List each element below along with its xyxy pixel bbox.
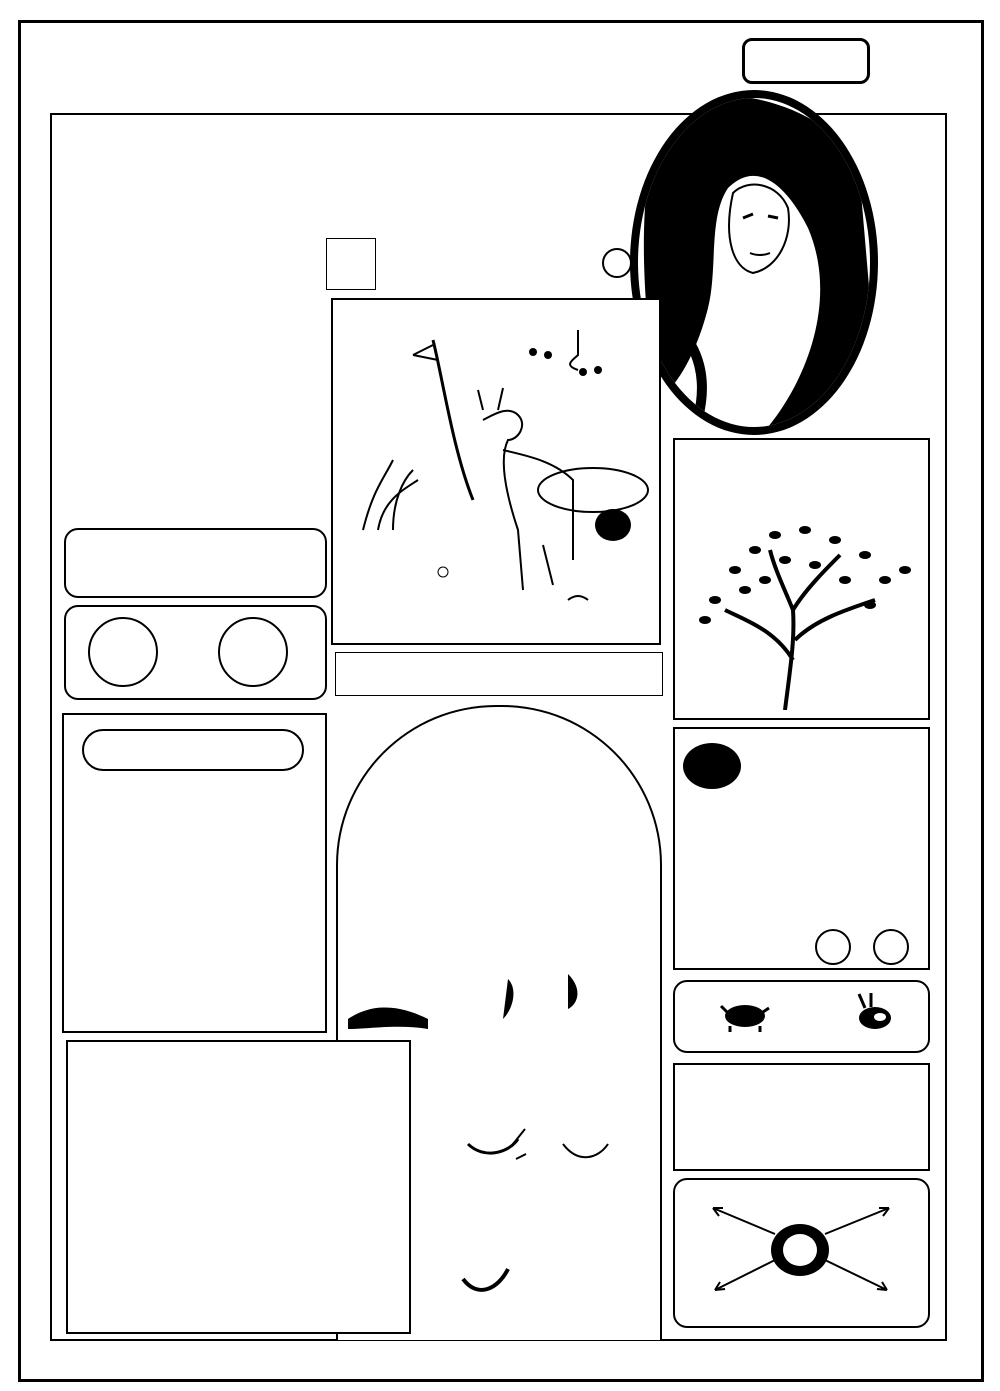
left-border-strip: [24, 118, 48, 1343]
quality-badge: [742, 38, 870, 84]
compass-box: [673, 1178, 930, 1328]
transparent-code-title: [82, 729, 304, 771]
compass-center-inner: [783, 1234, 817, 1266]
special-number: [602, 248, 632, 278]
animals-box: [673, 980, 930, 1053]
puzzle-box: [66, 1040, 411, 1334]
big-pair-badge: [683, 743, 741, 789]
big-pair-box: [673, 727, 930, 970]
portrait-oval: [630, 90, 878, 435]
compass-center: [771, 1224, 829, 1276]
transparent-code-box: [62, 713, 327, 1033]
money-tree-image: [675, 510, 928, 710]
results-label: [326, 238, 376, 290]
big-pair-number-1: [815, 929, 851, 965]
catch-pair-number-2: [218, 617, 288, 687]
right-border-strip: [950, 92, 974, 1342]
pig-and-rabbit-image: [675, 982, 928, 1051]
catch-pair-numbers-box: [64, 605, 327, 700]
donkey-illustration-box: [331, 298, 661, 645]
big-pair-number-2: [873, 929, 909, 965]
money-tree-box: [673, 438, 930, 720]
poem-caption: [335, 652, 663, 696]
puzzle-grid: [106, 1088, 390, 1328]
catch-pair-title-box: [64, 528, 327, 598]
donkey-illustration: [333, 300, 659, 643]
catch-pair-number-1: [88, 617, 158, 687]
woman-portrait-image: [638, 98, 870, 427]
combo-box: [673, 1063, 930, 1171]
